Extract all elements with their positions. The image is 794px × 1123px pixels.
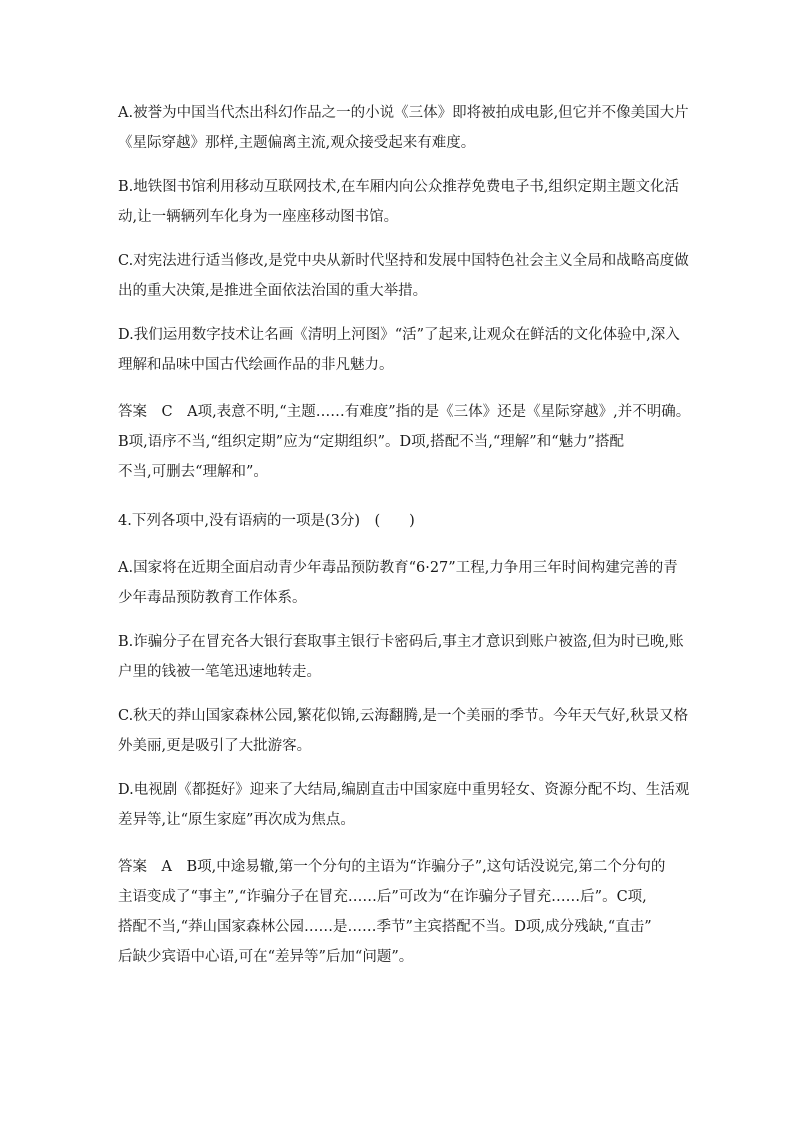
text-line: B.诈骗分子在冒充各大银行套取事主银行卡密码后,事主才意识到账户被盗,但为时已晚,账	[118, 634, 684, 650]
text-line: B.地铁图书馆利用移动互联网技术,在车厢内向公众推荐免费电子书,组织定期主题文化活	[118, 179, 679, 195]
text-line: 《星际穿越》那样,主题偏离主流,观众接受起来有难度。	[118, 135, 476, 151]
text-line: D.电视剧《都挺好》迎来了大结局,编剧直击中国家庭中重男轻女、资源分配不均、生活观	[118, 782, 690, 798]
text-line: 出的重大决策,是推进全面依法治国的重大举措。	[118, 283, 428, 299]
q3-option-d	[118, 320, 678, 380]
text-line: C.秋天的莽山国家森林公园,繁花似锦,云海翻腾,是一个美丽的季节。今年天气好,秋景又格	[118, 708, 689, 724]
q3-option-c	[118, 246, 689, 306]
q4-option-a	[118, 553, 678, 613]
q4-option-c	[118, 701, 689, 761]
text-line: C.对宪法进行适当修改,是党中央从新时代坚持和发展中国特色社会主义全局和战略高度做	[118, 253, 689, 269]
q4-question-stem	[118, 506, 678, 536]
text-line: 差异等,让“原生家庭”再次成为焦点。	[118, 812, 355, 828]
text-line: A.国家将在近期全面启动青少年毒品预防教育“6·27”工程,力争用三年时间构建完善的青	[118, 560, 678, 576]
q4-option-b	[118, 627, 684, 687]
text-line: D.我们运用数字技术让名画《清明上河图》“活”了起来,让观众在鲜活的文化体验中,深入	[118, 327, 680, 343]
text-line: 答案 C A项,表意不明,“主题……有难度”指的是《三体》还是《星际穿越》,并不明确。	[118, 404, 691, 420]
text-line: B项,语序不当,“组织定期”应为“定期组织”。D项,搭配不当,“理解”和“魅力”搭配	[118, 434, 625, 450]
text-line: 户里的钱被一笔笔迅速地转走。	[118, 664, 321, 680]
q4-option-d	[118, 775, 690, 835]
text-line: 不当,可删去“理解和”。	[118, 464, 268, 480]
text-line: A.被誉为中国当代杰出科幻作品之一的小说《三体》即将被拍成电影,但它并不像美国大片	[118, 105, 689, 121]
q4-answer-explanation	[118, 852, 678, 972]
text-line: 4.下列各项中,没有语病的一项是(3分) ( )	[118, 513, 415, 529]
text-line: 理解和品味中国古代绘画作品的非凡魅力。	[118, 357, 394, 373]
q3-option-b	[118, 172, 678, 232]
text-line: 外美丽,更是吸引了大批游客。	[118, 738, 312, 754]
text-line: 主语变成了“事主”,“诈骗分子在冒充……后”可改为“在诈骗分子冒充……后”。C项,	[118, 889, 647, 905]
text-line: 后缺少宾语中心语,可在“差异等”后加“问题”。	[118, 949, 414, 965]
text-line: 搭配不当,“莽山国家森林公园……是……季节”主宾搭配不当。D项,成分残缺,“直击”	[118, 919, 652, 935]
text-line: 动,让一辆辆列车化身为一座座移动图书馆。	[118, 209, 399, 225]
q3-option-a	[118, 98, 689, 158]
text-line: 少年毒品预防教育工作体系。	[118, 590, 307, 606]
text-line: 答案 A B项,中途易辙,第一个分句的主语为“诈骗分子”,这句话没说完,第二个分句的	[118, 859, 666, 875]
q3-answer-explanation	[118, 397, 691, 487]
